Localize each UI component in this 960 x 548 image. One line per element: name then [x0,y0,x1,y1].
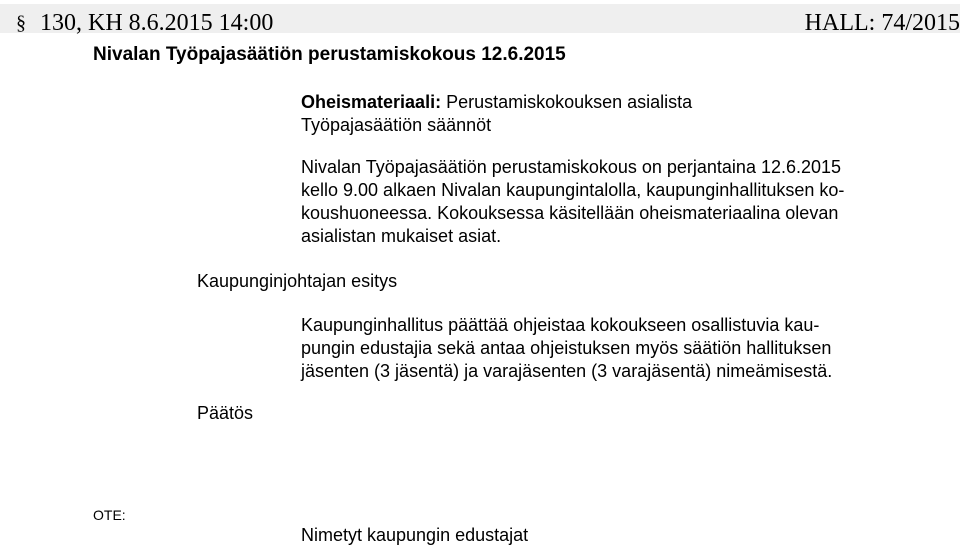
section-reference [16,9,273,38]
proposal-paragraph [301,314,832,383]
attachments-block [301,91,692,137]
attachment-item: Työpajasäätiön säännöt [301,115,492,135]
decision-label: Päätös [197,403,254,423]
description-line: koushuoneessa. Kokouksessa käsitellään oheismateriaalina olevan [301,203,839,223]
hall-reference: HALL: 74/2015 [804,10,960,36]
header-band [0,4,960,36]
attachments-label: Oheismateriaali: [301,92,442,112]
description-paragraph [301,156,844,248]
document-title: Nivalan Työpajasäätiön perustamiskokous 12.6.2015 [93,44,566,65]
attachment-item: Perustamiskokouksen asialista [446,92,693,112]
proposal-label: Kaupunginjohtajan esitys [197,271,398,291]
section-ref-text: 130, KH 8.6.2015 14:00 [40,10,274,36]
description-line: Nivalan Työpajasäätiön perustamiskokous on perjantaina 12.6.2015 [301,157,842,177]
ote-label: OTE: [93,507,126,523]
proposal-line: Kaupunginhallitus päättää ohjeistaa kokoukseen osallistuvia kau- [301,315,820,335]
description-line: kello 9.00 alkaen Nivalan kaupungintalolla, kaupunginhallituksen ko- [301,180,845,200]
decision-text: Nimetyt kaupungin edustajat [301,525,529,545]
description-line: asialistan mukaiset asiat. [301,226,502,246]
proposal-line: jäsenten (3 jäsentä) ja varajäsenten (3 varajäsentä) nimeämisestä. [301,361,833,381]
proposal-line: pungin edustajia sekä antaa ohjeistuksen myös säätiön hallituksen [301,338,832,358]
section-symbol: § [16,12,26,34]
footer-divider [0,502,960,503]
